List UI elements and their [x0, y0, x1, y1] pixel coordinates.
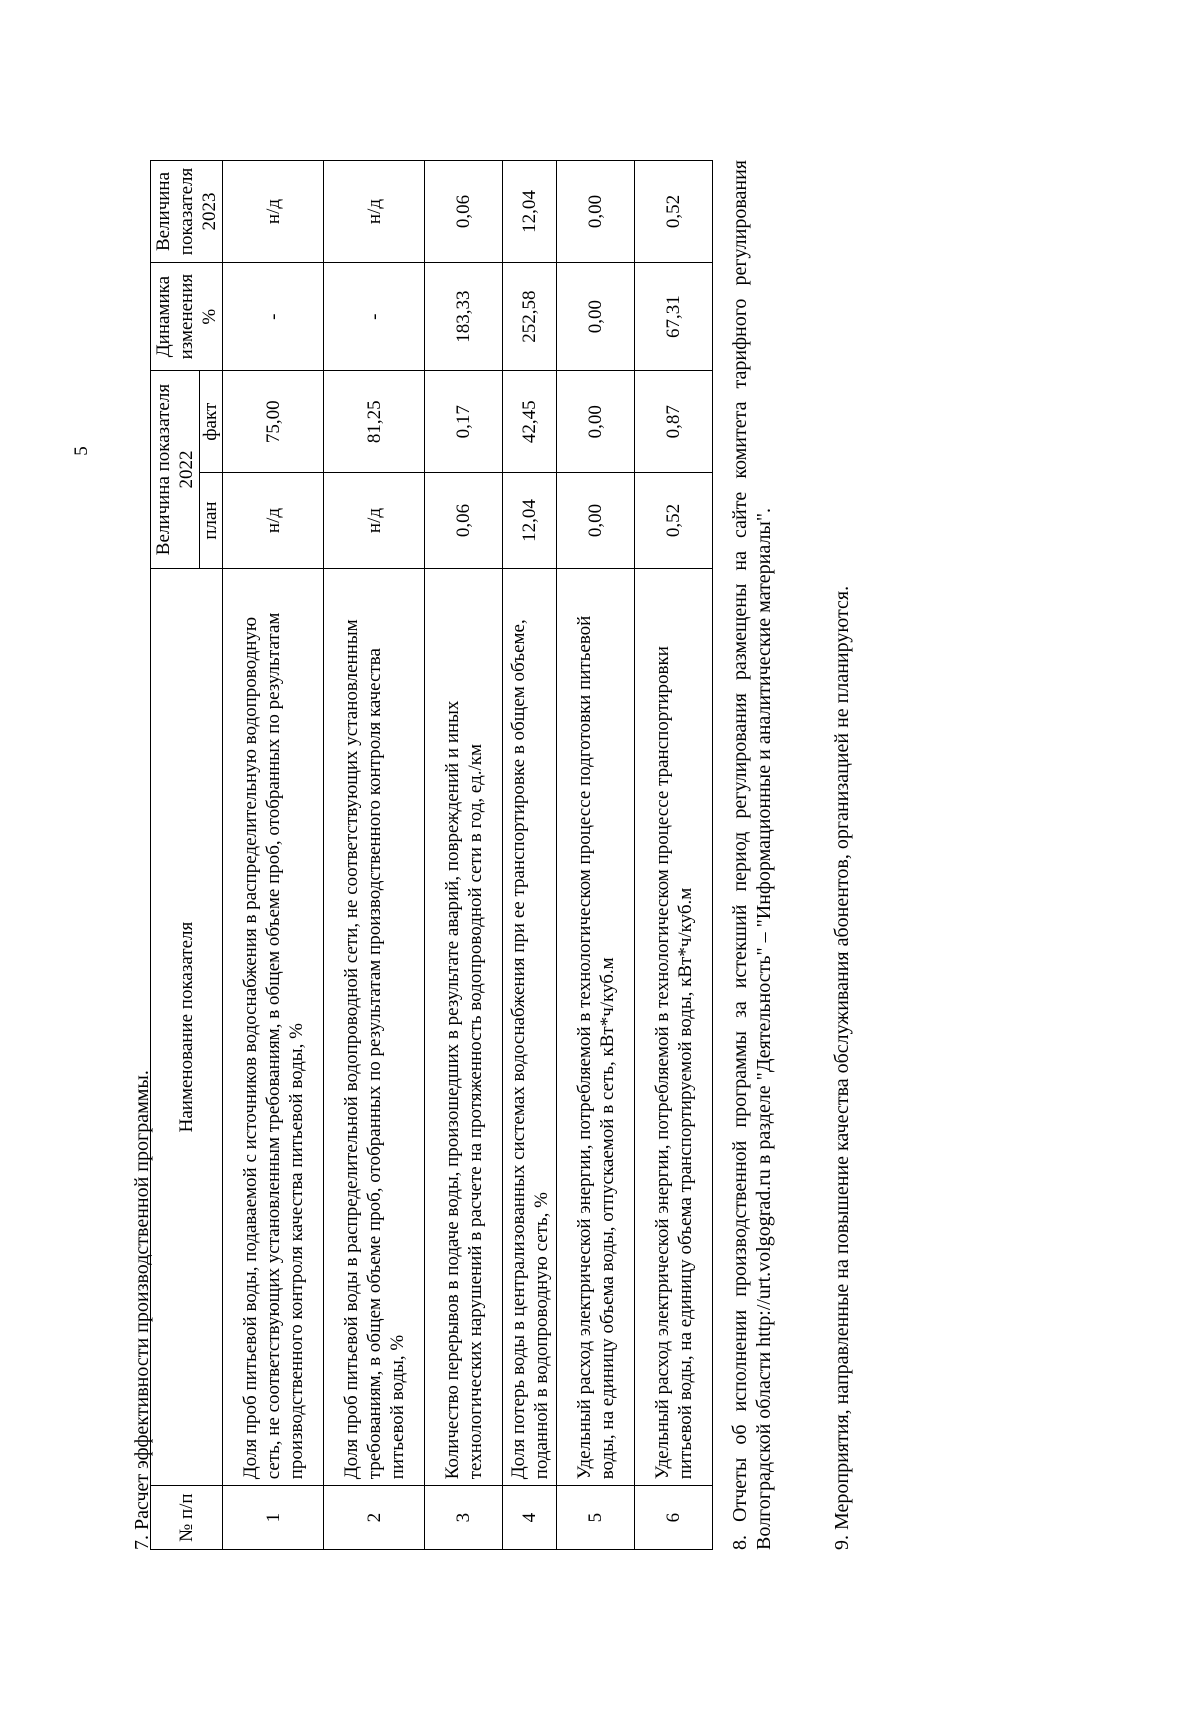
row-plan: 0,00: [557, 473, 635, 569]
efficiency-table: [150, 160, 713, 1550]
row-num: 3: [425, 1486, 503, 1550]
row-name: Количество перерывов в подаче воды, произошедших в результате аварий, повреждений и иных технологических нарушений в расчете на протяженность водопроводной сети в год, ед./км: [425, 568, 503, 1486]
row-name: Доля проб питьевой воды в распределительной водопроводной сети, не соответствующих установленным требованиям, в общем объеме проб, отобранных по результатам производственного контроля качества питьевой воды, %: [324, 568, 425, 1486]
header-plan: план: [200, 473, 223, 569]
row-fact: 0,17: [425, 371, 503, 473]
header-num: № п/п: [151, 1486, 223, 1550]
header-value-2023: Величина показателя 2023: [151, 161, 223, 263]
row-dynamics: -: [324, 262, 425, 370]
row-num: 5: [557, 1486, 635, 1550]
row-fact: 81,25: [324, 371, 425, 473]
row-dynamics: 252,58: [503, 262, 557, 370]
row-num: 1: [223, 1486, 324, 1550]
header-dynamics: Динамика изменения %: [151, 262, 223, 370]
rotated-page-content: [130, 130, 910, 1550]
row-dynamics: -: [223, 262, 324, 370]
row-value-2023: 0,00: [557, 161, 635, 263]
row-fact: 0,00: [557, 371, 635, 473]
row-fact: 75,00: [223, 371, 324, 473]
row-num: 4: [503, 1486, 557, 1550]
row-dynamics: 0,00: [557, 262, 635, 370]
row-name: Удельный расход электрической энергии, потребляемой в технологическом процессе подготовки питьевой воды, на единицу объема воды, отпускаемой в сеть, кВт*ч/куб.м: [557, 568, 635, 1486]
row-name: Удельный расход электрической энергии, потребляемой в технологическом процессе транспортировки питьевой воды, на единицу объема транспортируемой воды, кВт*ч/куб.м: [635, 568, 713, 1486]
table-row: [635, 161, 713, 1550]
section-7-title: 7. Расчет эффективности производственной программы.: [131, 1070, 153, 1550]
section-9-text: 9. Мероприятия, направленные на повышение качества обслуживания абонентов, организацией не планируются.: [831, 585, 853, 1550]
row-value-2023: н/д: [223, 161, 324, 263]
row-value-2023: 0,06: [425, 161, 503, 263]
row-num: 2: [324, 1486, 425, 1550]
row-plan: 0,06: [425, 473, 503, 569]
row-value-2023: 0,52: [635, 161, 713, 263]
table-row: [324, 161, 425, 1550]
row-value-2023: 12,04: [503, 161, 557, 263]
table-row: [557, 161, 635, 1550]
row-fact: 42,45: [503, 371, 557, 473]
row-plan: 12,04: [503, 473, 557, 569]
header-value-2022: Величина показателя 2022: [151, 371, 200, 569]
table-row: [503, 161, 557, 1550]
row-name: Доля проб питьевой воды, подаваемой с источников водоснабжения в распределительную водопроводную сеть, не соответствующих установленным требованиям, в общем объеме проб, отобранных по результатам производственного контроля качества питьевой воды, %: [223, 568, 324, 1486]
row-plan: н/д: [324, 473, 425, 569]
row-dynamics: 183,33: [425, 262, 503, 370]
header-name: Наименование показателя: [151, 568, 223, 1486]
section-8-text: 8. Отчеты об исполнении производственной программы за истекший период регулирования размещены на сайте комитета тарифного регулирования Волгоградской области http://urt.volgograd.ru в разделе "Деятельность" – "Информационные и аналитические материалы".: [729, 160, 775, 1550]
page-number: 5: [71, 446, 92, 456]
table-row: [223, 161, 324, 1550]
row-dynamics: 67,31: [635, 262, 713, 370]
table-row: [425, 161, 503, 1550]
header-fact: факт: [200, 371, 223, 473]
row-plan: 0,52: [635, 473, 713, 569]
row-fact: 0,87: [635, 371, 713, 473]
row-name: Доля потерь воды в централизованных системах водоснабжения при ее транспортировке в общем объеме, поданной в водопроводную сеть, %: [503, 568, 557, 1486]
row-value-2023: н/д: [324, 161, 425, 263]
row-num: 6: [635, 1486, 713, 1550]
row-plan: н/д: [223, 473, 324, 569]
